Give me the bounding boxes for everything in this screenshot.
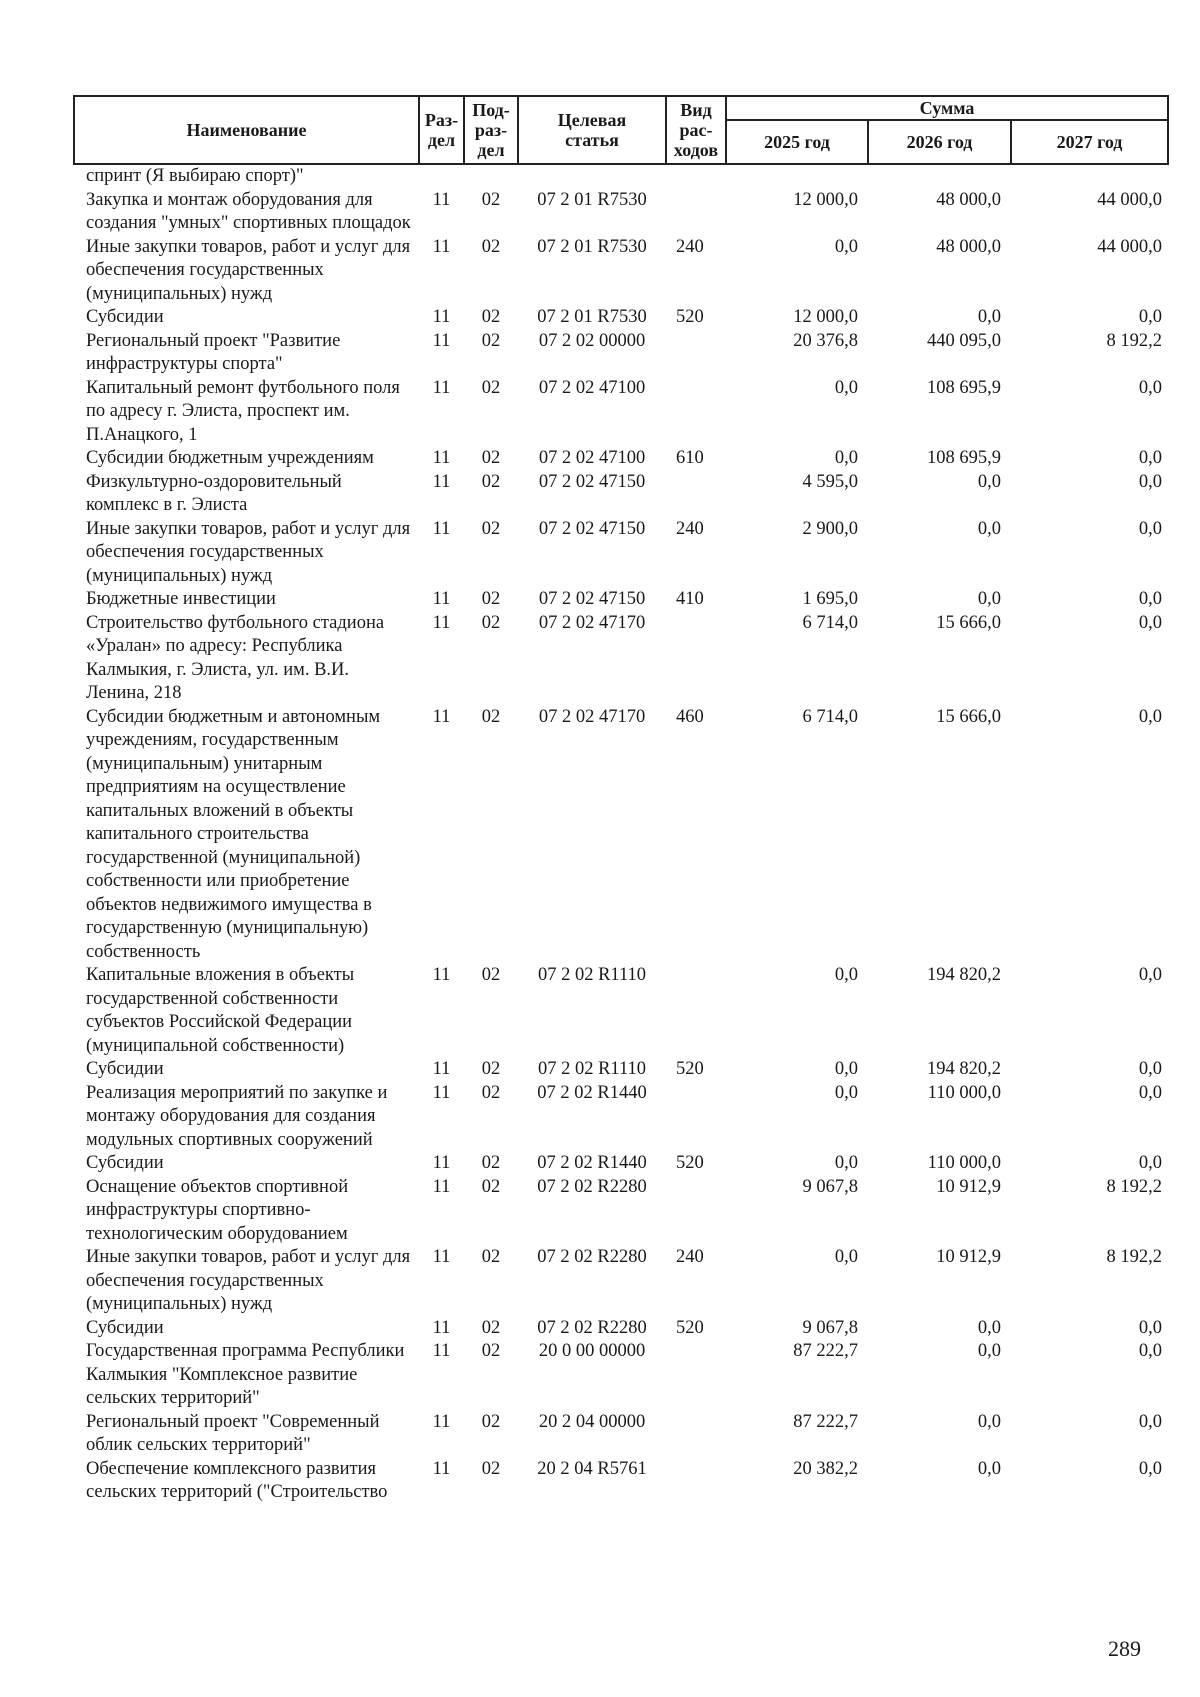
row-sum-2027: 8 192,2 (1106, 1176, 1163, 1197)
row-razdel: 11 (432, 1458, 451, 1479)
row-name: Субсидии бюджетным учреждениям (86, 448, 374, 468)
row-sum-2026: 0,0 (977, 1317, 1001, 1338)
row-podrazdel: 02 (481, 518, 501, 539)
row-sum-2025: 0,0 (834, 1153, 858, 1173)
row-vid-rashodov: 240 (676, 236, 704, 257)
row-celevaya-statya (518, 164, 666, 189)
row-vid-rashodov: 520 (676, 1059, 704, 1079)
row-celevaya-statya: 07 2 02 47150 (538, 589, 646, 609)
table-row (74, 377, 1168, 448)
table-row (74, 1152, 1168, 1176)
row-sum-2026: 0,0 (977, 1411, 1001, 1432)
row-vid-rashodov (666, 377, 726, 448)
row-name: Строительство футбольного стадиона «Уралан» по адресу: Республика Калмыкия, г. Элиста, ул. им. В.И. Ленина, 218 (86, 612, 385, 703)
row-vid-rashodov (666, 1176, 726, 1247)
row-name: Иные закупки товаров, работ и услуг для обеспечения государственных (муниципальных) нужд (86, 236, 411, 304)
row-sum-2025: 20 382,2 (793, 1458, 858, 1479)
row-sum-2026: 110 000,0 (927, 1153, 1001, 1173)
table-row (74, 471, 1168, 518)
table-header (74, 96, 1168, 164)
row-razdel: 11 (432, 189, 451, 210)
row-razdel: 11 (432, 1176, 451, 1197)
row-name: Субсидии (86, 307, 164, 327)
row-name: Иные закупки товаров, работ и услуг для обеспечения государственных (муниципальных) нужд (86, 1247, 411, 1314)
row-sum-2026: 194 820,2 (927, 965, 1001, 985)
row-vid-rashodov (666, 164, 726, 189)
row-celevaya-statya: 07 2 02 R1440 (537, 1153, 647, 1173)
row-sum-2027: 0,0 (1138, 1341, 1163, 1361)
row-sum-2027: 0,0 (1138, 589, 1163, 609)
row-podrazdel: 02 (481, 706, 501, 727)
row-podrazdel: 02 (481, 1341, 501, 1361)
row-podrazdel: 02 (481, 1153, 501, 1173)
row-sum-2025: 0,0 (834, 377, 858, 398)
row-vid-rashodov: 520 (676, 1317, 704, 1338)
row-celevaya-statya: 07 2 01 R7530 (537, 189, 647, 210)
row-razdel: 11 (432, 965, 451, 985)
row-name: Капитальные вложения в объекты государственной собственности субъектов Российской Федерации (муниципальной собственности) (86, 965, 355, 1056)
table-row (74, 1458, 1168, 1505)
row-vid-rashodov (666, 612, 726, 706)
row-podrazdel: 02 (481, 965, 501, 985)
row-razdel: 11 (432, 377, 451, 398)
table-row (74, 518, 1168, 589)
row-sum-2025: 6 714,0 (802, 612, 858, 633)
table-row (74, 306, 1168, 330)
row-sum-2026: 108 695,9 (927, 448, 1001, 468)
row-sum-2027: 0,0 (1138, 612, 1163, 633)
row-vid-rashodov (666, 1340, 726, 1411)
row-sum-2025: 4 595,0 (802, 471, 858, 492)
row-celevaya-statya: 07 2 02 R1440 (537, 1082, 647, 1103)
row-sum-2025: 2 900,0 (802, 518, 858, 539)
row-sum-2025: 9 067,8 (802, 1317, 858, 1338)
row-podrazdel: 02 (481, 612, 501, 633)
row-razdel: 11 (432, 1247, 451, 1267)
header-year-2026: 2026 год (868, 120, 1011, 164)
row-podrazdel: 02 (481, 1247, 501, 1267)
table-row (74, 1246, 1168, 1317)
row-sum-2027: 0,0 (1138, 1059, 1163, 1079)
row-razdel: 11 (432, 1059, 451, 1079)
row-sum-2025: 87 222,7 (793, 1411, 858, 1432)
row-vid-rashodov: 410 (676, 589, 704, 609)
row-name: Субсидии (86, 1153, 164, 1173)
row-name: Субсидии (86, 1317, 164, 1338)
row-sum-2025: 9 067,8 (802, 1176, 858, 1197)
row-vid-rashodov (666, 964, 726, 1058)
row-sum-2027: 0,0 (1138, 706, 1163, 727)
row-celevaya-statya: 07 2 01 R7530 (537, 236, 647, 257)
row-name: Государственная программа Республики Калмыкия "Комплексное развитие сельских территорий" (86, 1341, 405, 1408)
row-vid-rashodov: 610 (676, 448, 704, 468)
row-sum-2025: 0,0 (834, 1082, 858, 1103)
budget-table (73, 95, 1169, 1505)
row-sum-2026: 0,0 (977, 518, 1001, 539)
row-celevaya-statya: 07 2 02 47150 (538, 518, 646, 539)
row-celevaya-statya: 07 2 02 47100 (538, 377, 646, 398)
table-row (74, 447, 1168, 471)
row-razdel: 11 (432, 448, 451, 468)
header-year-2027: 2027 год (1011, 120, 1168, 164)
row-sum-2027: 0,0 (1138, 448, 1163, 468)
row-razdel: 11 (432, 1153, 451, 1173)
row-name: спринт (Я выбираю спорт)" (86, 166, 304, 186)
row-razdel: 11 (432, 471, 451, 492)
row-vid-rashodov (666, 330, 726, 377)
row-celevaya-statya: 20 2 04 00000 (538, 1411, 646, 1432)
row-podrazdel: 02 (481, 1411, 501, 1432)
row-podrazdel: 02 (481, 471, 501, 492)
header-year-2025: 2025 год (726, 120, 868, 164)
row-sum-2026: 15 666,0 (936, 612, 1001, 633)
row-vid-rashodov (666, 189, 726, 236)
row-celevaya-statya: 07 2 02 00000 (538, 330, 646, 351)
header-podrazdel: Под- раз- дел (464, 96, 518, 164)
row-name: Реализация мероприятий по закупке и монтажу оборудования для создания модульных спортивных сооружений (86, 1082, 388, 1150)
row-sum-2025: 20 376,8 (793, 330, 858, 351)
row-podrazdel: 02 (481, 330, 501, 351)
row-celevaya-statya: 07 2 02 R1110 (537, 1059, 647, 1079)
row-name: Оснащение объектов спортивной инфраструктуры спортивно-технологическим оборудованием (86, 1176, 349, 1244)
row-podrazdel: 02 (481, 1176, 501, 1197)
row-sum-2026: 110 000,0 (927, 1082, 1001, 1103)
row-vid-rashodov: 520 (676, 1153, 704, 1173)
row-celevaya-statya: 07 2 02 R2280 (537, 1247, 647, 1267)
row-sum-2025: 0,0 (834, 965, 858, 985)
row-sum-2026: 0,0 (977, 589, 1001, 609)
row-celevaya-statya: 07 2 02 R1110 (537, 965, 647, 985)
row-sum-2025: 0,0 (834, 1247, 858, 1267)
row-sum-2027: 0,0 (1138, 471, 1163, 492)
row-razdel: 11 (432, 589, 451, 609)
header-summa: Сумма (726, 96, 1168, 120)
row-sum-2025: 87 222,7 (793, 1341, 858, 1361)
table-row (74, 1317, 1168, 1341)
row-sum-2027: 0,0 (1138, 1153, 1163, 1173)
row-vid-rashodov: 240 (676, 518, 704, 539)
table-row (74, 964, 1168, 1058)
row-podrazdel: 02 (481, 1082, 501, 1103)
row-sum-2026: 0,0 (977, 471, 1001, 492)
row-podrazdel: 02 (481, 189, 501, 210)
table-row (74, 588, 1168, 612)
row-vid-rashodov (666, 1082, 726, 1153)
row-sum-2025: 0,0 (834, 1059, 858, 1079)
row-podrazdel: 02 (481, 589, 501, 609)
row-name: Иные закупки товаров, работ и услуг для обеспечения государственных (муниципальных) нужд (86, 518, 411, 586)
row-podrazdel: 02 (481, 1458, 501, 1479)
row-sum-2027: 0,0 (1138, 518, 1163, 539)
row-razdel: 11 (432, 612, 451, 633)
row-name: Капитальный ремонт футбольного поля по адресу г. Элиста, проспект им. П.Анацкого, 1 (86, 377, 400, 445)
row-celevaya-statya: 07 2 02 R2280 (537, 1176, 647, 1197)
row-name: Субсидии (86, 1059, 164, 1079)
table-row (74, 330, 1168, 377)
row-sum-2027: 44 000,0 (1097, 189, 1163, 210)
row-podrazdel: 02 (481, 236, 501, 257)
table-row (74, 1058, 1168, 1082)
row-sum-2027: 0,0 (1138, 1317, 1163, 1338)
row-name: Бюджетные инвестиции (86, 589, 276, 609)
row-podrazdel: 02 (481, 307, 501, 327)
page-number: 289 (1108, 1636, 1141, 1661)
row-podrazdel: 02 (481, 1059, 501, 1079)
row-sum-2026: 440 095,0 (927, 330, 1001, 351)
table-row (74, 1176, 1168, 1247)
row-razdel: 11 (432, 1082, 451, 1103)
row-sum-2027: 8 192,2 (1106, 1247, 1163, 1267)
table-row (74, 612, 1168, 706)
row-razdel: 11 (432, 1341, 451, 1361)
table-row (74, 1082, 1168, 1153)
row-celevaya-statya: 20 2 04 R5761 (537, 1458, 647, 1479)
row-celevaya-statya: 07 2 02 47170 (538, 706, 646, 727)
table-row (74, 189, 1168, 236)
row-celevaya-statya: 07 2 02 47100 (538, 448, 646, 468)
row-sum-2027: 0,0 (1138, 1082, 1163, 1103)
row-name: Обеспечение комплексного развития сельских территорий ("Строительство (86, 1458, 388, 1502)
row-razdel: 11 (432, 307, 451, 327)
row-razdel: 11 (432, 236, 451, 257)
row-sum-2026: 108 695,9 (927, 377, 1001, 398)
row-sum-2027: 0,0 (1138, 1411, 1163, 1432)
header-vid: Вид рас- ходов (666, 96, 726, 164)
header-celevaya: Целевая статья (518, 96, 666, 164)
row-vid-rashodov: 240 (676, 1247, 704, 1267)
row-razdel: 11 (432, 518, 451, 539)
table-body (74, 164, 1168, 1505)
row-sum-2027: 0,0 (1138, 377, 1163, 398)
row-razdel: 11 (432, 1411, 451, 1432)
row-sum-2027: 0,0 (1138, 1458, 1163, 1479)
row-sum-2025: 0,0 (834, 236, 858, 257)
table-row (74, 236, 1168, 307)
row-celevaya-statya: 07 2 02 47170 (538, 612, 646, 633)
row-sum-2025: 0,0 (834, 448, 858, 468)
row-sum-2027: 44 000,0 (1097, 236, 1163, 257)
row-celevaya-statya: 07 2 02 47150 (538, 471, 646, 492)
row-name: Региональный проект "Развитие инфраструктуры спорта" (86, 330, 341, 374)
row-sum-2027: 0,0 (1138, 965, 1163, 985)
row-name: Физкультурно-оздоровительный комплекс в г. Элиста (86, 471, 342, 515)
row-celevaya-statya: 07 2 01 R7530 (537, 307, 647, 327)
row-sum-2026: 10 912,9 (936, 1247, 1001, 1267)
row-razdel: 11 (432, 1317, 451, 1338)
row-sum-2026: 0,0 (977, 307, 1001, 327)
row-vid-rashodov (666, 1458, 726, 1505)
row-vid-rashodov: 460 (676, 706, 704, 727)
row-name: Субсидии бюджетным и автономным учреждениям, государственным (муниципальным) унитарным предприятиям на осуществление капитальных вложений в объекты капитального строительства государственной (муниципальной) собственности или приобретение объектов недвижимого имущества в государственную (муниципальную) собственность (86, 706, 381, 962)
row-sum-2026: 0,0 (977, 1341, 1001, 1361)
table-row (74, 164, 1168, 189)
row-sum-2026: 0,0 (977, 1458, 1001, 1479)
header-name: Наименование (74, 96, 419, 164)
row-razdel (419, 164, 464, 189)
row-sum-2026: 48 000,0 (936, 236, 1001, 257)
row-podrazdel: 02 (481, 1317, 501, 1338)
row-celevaya-statya: 20 0 00 00000 (538, 1341, 646, 1361)
row-podrazdel (464, 164, 518, 189)
table-row (74, 1340, 1168, 1411)
row-sum-2027: 0,0 (1138, 307, 1163, 327)
row-sum-2025: 12 000,0 (793, 189, 858, 210)
row-razdel: 11 (432, 706, 451, 727)
row-sum-2025: 6 714,0 (802, 706, 858, 727)
row-razdel: 11 (432, 330, 451, 351)
row-podrazdel: 02 (481, 448, 501, 468)
row-sum-2025 (726, 164, 868, 189)
row-vid-rashodov: 520 (676, 307, 704, 327)
row-podrazdel: 02 (481, 377, 501, 398)
row-sum-2026: 15 666,0 (936, 706, 1001, 727)
row-sum-2026: 48 000,0 (936, 189, 1001, 210)
row-sum-2025: 12 000,0 (793, 307, 858, 327)
row-name: Региональный проект "Современный облик сельских территорий" (86, 1411, 380, 1455)
header-razdel: Раз- дел (419, 96, 464, 164)
table-row (74, 706, 1168, 965)
row-vid-rashodov (666, 471, 726, 518)
table-row (74, 1411, 1168, 1458)
row-sum-2026 (868, 164, 1011, 189)
row-sum-2026: 194 820,2 (927, 1059, 1001, 1079)
row-celevaya-statya: 07 2 02 R2280 (537, 1317, 647, 1338)
row-sum-2026: 10 912,9 (936, 1176, 1001, 1197)
row-sum-2025: 1 695,0 (802, 589, 858, 609)
row-sum-2027: 8 192,2 (1106, 330, 1163, 351)
row-sum-2027 (1011, 164, 1168, 189)
row-name: Закупка и монтаж оборудования для создания "умных" спортивных площадок (86, 189, 411, 233)
row-vid-rashodov (666, 1411, 726, 1458)
